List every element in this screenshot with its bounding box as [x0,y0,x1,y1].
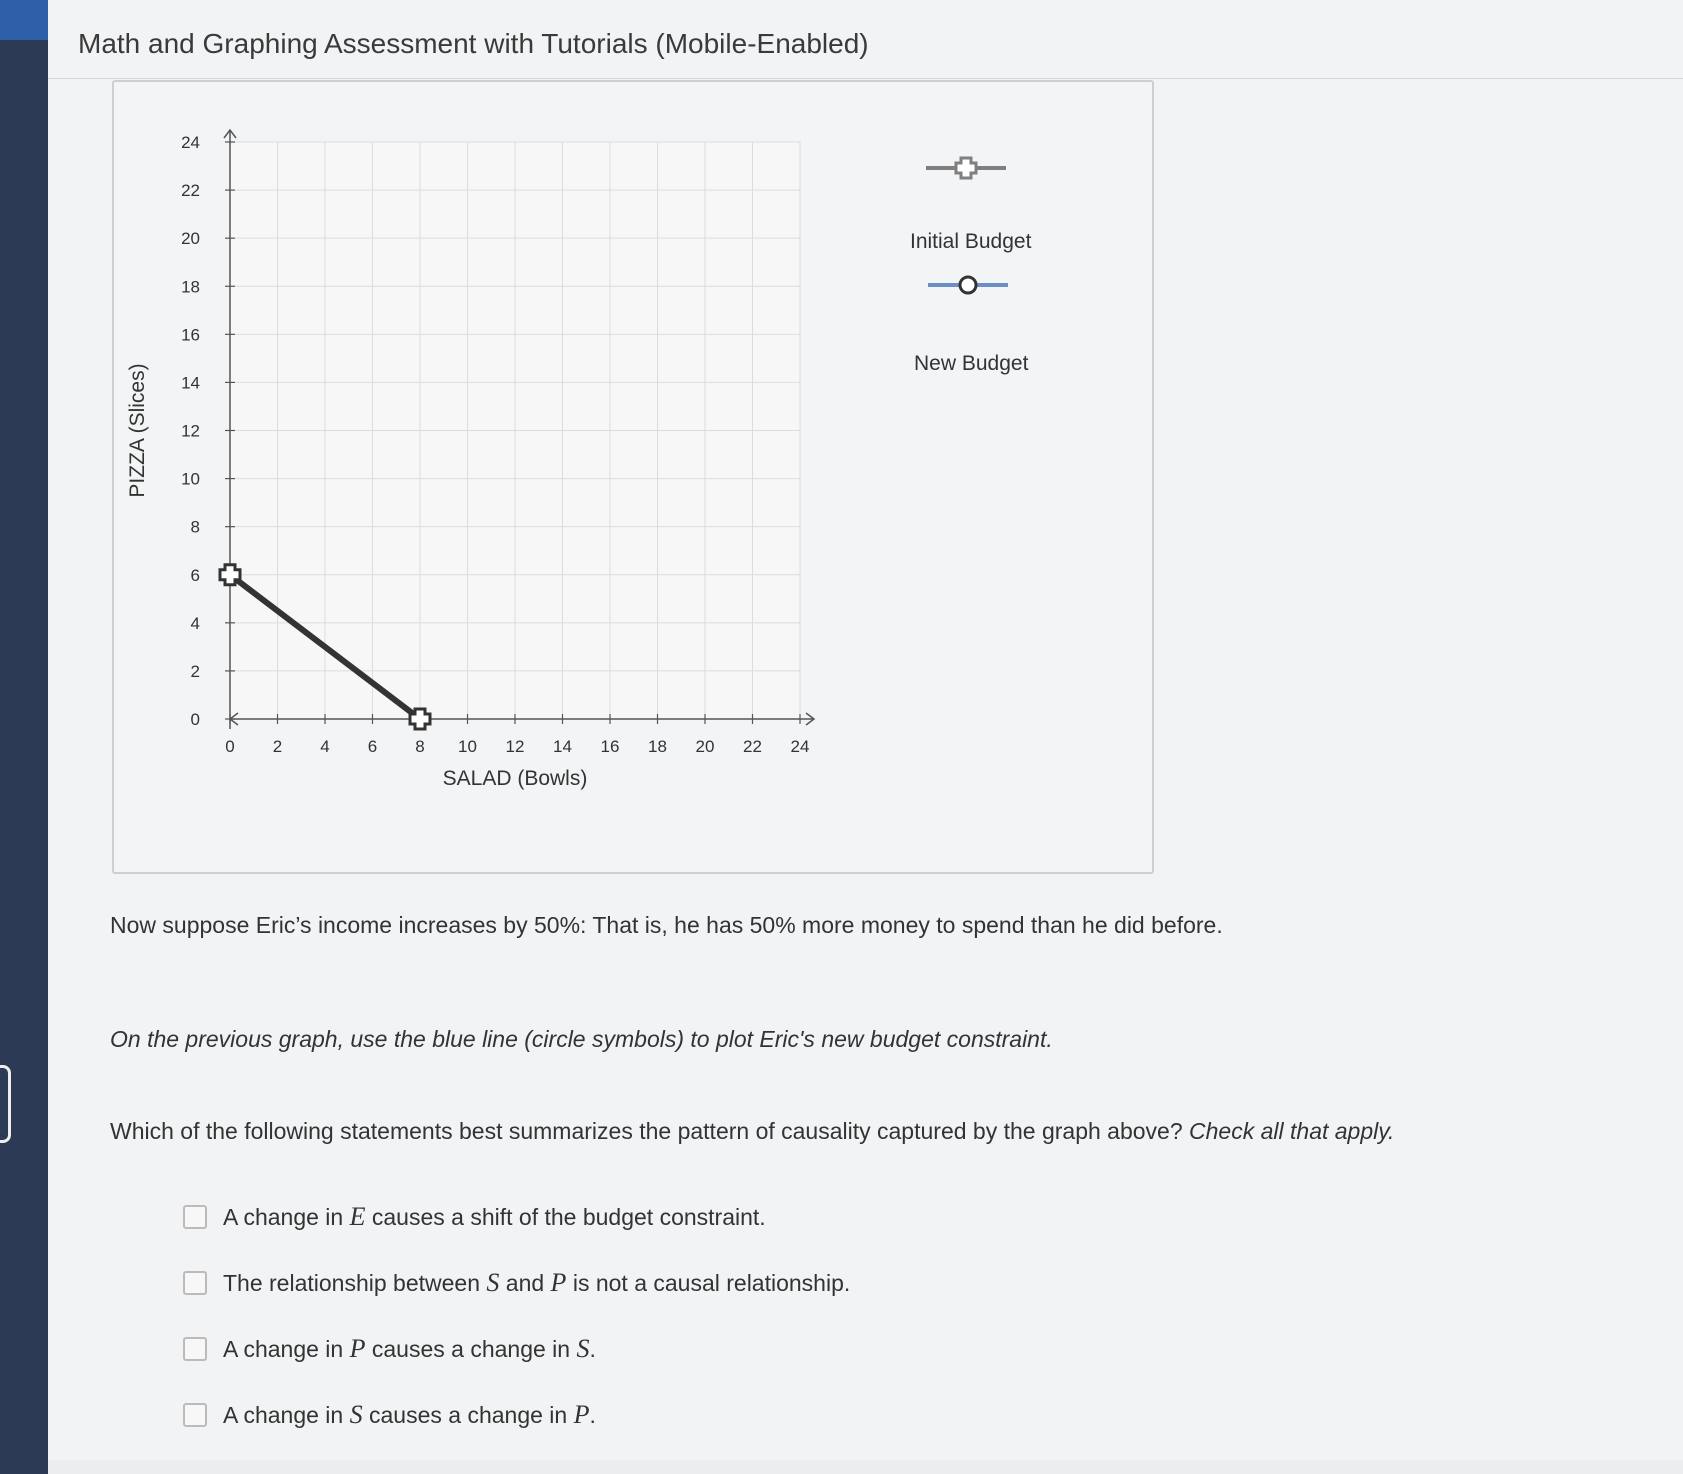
y-tick-label: 20 [181,229,200,249]
option-text-mid: causes a change in [369,1401,568,1428]
sidebar-accent [0,0,48,40]
x-tick-label: 6 [367,737,378,756]
x-tick-label: 24 [790,737,810,756]
y-tick-label: 2 [190,661,200,681]
question-ask-emphasis: Check all that apply. [1189,1118,1395,1144]
x-axis-label: SALAD (Bowls) [442,767,588,790]
y-tick-label: 22 [181,181,200,201]
option-var: P [573,1400,590,1429]
option-var: E [349,1202,366,1231]
x-tick-label: 12 [505,737,525,756]
left-sidebar [0,0,48,1474]
option-s-causes-p[interactable] [183,1400,596,1430]
y-tick-label: 16 [181,325,200,345]
x-tick-label: 22 [743,737,762,756]
option-text-pre: A change in [223,1335,344,1362]
option-var: P [349,1334,366,1363]
option-change-e-shift[interactable] [183,1202,766,1232]
y-axis-label: PIZZA (Slices) [126,363,149,498]
question-instruction: On the previous graph, use the blue line (circle symbols) to plot Eric's new budget constraint. [110,1026,1053,1052]
option-var: S [349,1400,363,1429]
title-divider [48,78,1683,79]
y-tick-label: 6 [190,565,200,585]
x-tick-label: 14 [553,737,572,756]
option-checkbox[interactable] [183,1205,207,1229]
page-title: Math and Graphing Assessment with Tutorials (Mobile-Enabled) [78,28,869,59]
x-tick-label: 2 [272,737,283,756]
option-text-post: . [589,1335,596,1362]
option-text-pre: A change in [223,1401,344,1428]
option-text-post: is not a causal relationship. [572,1269,851,1296]
option-text-mid: and [505,1269,545,1296]
legend-circle-icon [960,277,976,293]
y-tick-label: 8 [190,517,200,537]
question-ask [110,1118,1610,1145]
option-var: S [486,1268,500,1297]
x-tick-label: 16 [600,737,620,756]
option-text-post: . [589,1401,596,1428]
option-s-p-not-causal[interactable] [183,1268,850,1298]
x-tick-label: 18 [648,737,667,756]
x-tick-label: 4 [320,737,330,756]
question-ask-main: Which of the following statements best summarizes the pattern of causality captured by the graph above? [110,1118,1183,1144]
option-checkbox[interactable] [183,1337,207,1361]
legend-new-label: New Budget [914,352,1029,375]
y-tick-label: 12 [181,421,200,441]
option-text-pre: A change in [223,1203,344,1230]
option-checkbox[interactable] [183,1403,207,1427]
option-text-pre: The relationship between [223,1269,480,1296]
y-tick-label: 18 [181,277,200,297]
option-var: S [576,1334,590,1363]
x-tick-label: 8 [415,737,425,756]
y-tick-label: 4 [190,613,200,633]
option-p-causes-s[interactable] [183,1334,596,1364]
assessment-page [48,0,1683,1460]
y-tick-label: 0 [190,710,200,729]
x-tick-label: 10 [458,737,477,756]
budget-chart[interactable] [114,82,1152,872]
legend-cross-icon [956,158,976,178]
question-intro: Now suppose Eric’s income increases by 50%: That is, he has 50% more money to spend than he did before. [110,912,1223,938]
y-tick-label: 10 [181,469,200,489]
sidebar-handle[interactable] [0,1065,11,1143]
graph-panel[interactable] [112,80,1154,874]
option-checkbox[interactable] [183,1271,207,1295]
x-tick-label: 20 [695,737,715,756]
legend-initial-label: Initial Budget [910,230,1032,253]
option-var: P [550,1268,567,1297]
y-tick-label: 24 [181,133,200,152]
option-text-mid: causes a shift of the budget constraint. [371,1203,766,1230]
option-text-mid: causes a change in [371,1335,571,1362]
y-tick-label: 14 [181,373,200,393]
x-tick-label: 0 [225,737,235,756]
